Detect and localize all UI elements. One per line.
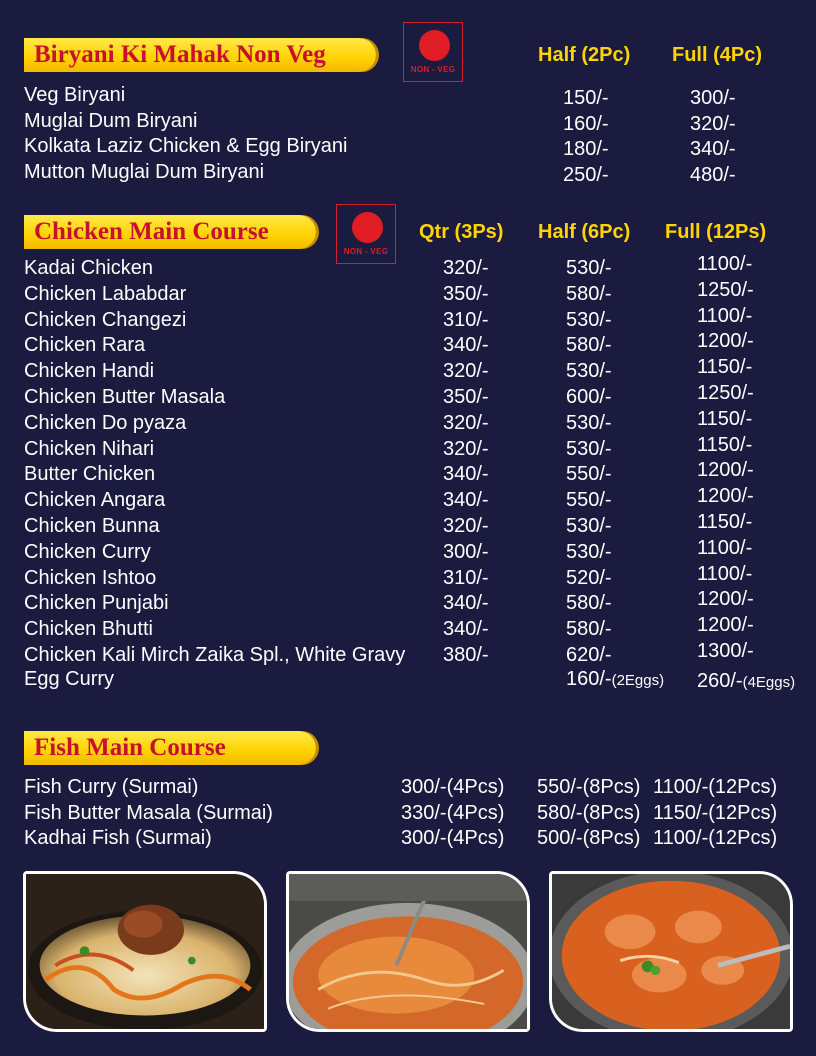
- half-price: 520/-: [566, 566, 612, 589]
- chicken-half-header: Half (6Pc): [538, 221, 631, 243]
- half-price: 550/-: [566, 489, 612, 512]
- half-price: 530/-: [566, 437, 612, 460]
- half-price: 550/-(8Pcs): [537, 776, 641, 798]
- curry-pot-photo: [286, 871, 530, 1032]
- full-price: 1100/-(12Pcs): [653, 776, 778, 798]
- butter-chicken-photo: [549, 871, 793, 1032]
- egg-half-note: (2Eggs): [611, 672, 665, 689]
- qtr-price: 340/-: [443, 618, 489, 641]
- list-item: Veg Biryani: [24, 84, 126, 106]
- half-price: 530/-: [566, 257, 612, 279]
- full-price: 480/-: [690, 163, 736, 186]
- qtr-price: 310/-: [443, 566, 489, 589]
- egg-half-price-value: 160/-: [566, 668, 612, 690]
- list-item: Kadhai Fish (Surmai): [24, 827, 212, 849]
- full-price: 1200/-: [697, 459, 754, 482]
- list-item: Kolkata Laziz Chicken & Egg Biryani: [24, 135, 348, 157]
- full-price: 1100/-: [697, 253, 753, 275]
- half-price: 600/-: [566, 386, 612, 408]
- non-veg-badge: [336, 204, 396, 264]
- list-item: Mutton Muglai Dum Biryani: [24, 160, 265, 183]
- full-price: 1200/-: [697, 614, 754, 637]
- full-price: 1100/-: [697, 304, 753, 327]
- half-price: 150/-: [563, 87, 609, 109]
- egg-curry-half-price: [566, 668, 664, 691]
- full-price: 1150/-: [697, 433, 753, 456]
- half-price: 580/-: [566, 282, 612, 305]
- list-item: Chicken Butter Masala: [24, 386, 226, 408]
- qtr-price: 310/-: [443, 308, 489, 331]
- list-item: Chicken Curry: [24, 540, 151, 563]
- biryani-photo: [23, 871, 267, 1032]
- egg-curry-full-price: [697, 670, 795, 693]
- list-item: Chicken Changezi: [24, 308, 187, 331]
- full-price: 1200/-: [697, 330, 754, 353]
- list-item: Muglai Dum Biryani: [24, 109, 198, 132]
- half-price: 530/-: [566, 411, 612, 434]
- qtr-price: 340/-: [443, 334, 489, 357]
- full-price: 320/-: [690, 112, 736, 135]
- fish-section-title: Fish Main Course: [24, 731, 316, 765]
- qtr-price: 340/-: [443, 592, 489, 615]
- qtr-price: 300/-(4Pcs): [401, 776, 505, 798]
- qtr-price: 340/-: [443, 463, 489, 486]
- qtr-price: 300/-(4Pcs): [401, 827, 505, 849]
- biryani-half-header: Half (2Pc): [538, 44, 631, 66]
- list-item: Chicken Bunna: [24, 515, 160, 537]
- full-price: 1150/-: [697, 356, 753, 379]
- full-price: 1250/-: [697, 278, 754, 301]
- chicken-section-title: Chicken Main Course: [24, 215, 316, 249]
- list-item: Chicken Bhutti: [24, 618, 153, 641]
- qtr-price: 320/-: [443, 360, 489, 383]
- qtr-price: 350/-: [443, 282, 489, 305]
- half-price: 500/-(8Pcs): [537, 827, 641, 849]
- half-price: 160/-: [563, 112, 609, 135]
- list-item: Chicken Handi: [24, 360, 155, 383]
- qtr-price: 380/-: [443, 644, 489, 666]
- list-item: Chicken Angara: [24, 489, 166, 512]
- qtr-price: 350/-: [443, 386, 489, 408]
- qtr-price: 300/-: [443, 540, 489, 563]
- full-price: 1100/-: [697, 562, 753, 585]
- biryani-section-title: Biryani Ki Mahak Non Veg: [24, 38, 376, 72]
- chicken-qtr-header: Qtr (3Ps): [419, 221, 504, 243]
- half-price: 530/-: [566, 308, 612, 331]
- list-item: Chicken Rara: [24, 334, 146, 357]
- list-item-egg-curry: Egg Curry: [24, 668, 115, 690]
- half-price: 530/-: [566, 515, 612, 537]
- full-price: 1100/-(12Pcs): [653, 827, 778, 849]
- half-price: 580/-: [566, 618, 612, 641]
- full-price: 1200/-: [697, 485, 754, 508]
- full-price: 1100/-: [697, 536, 753, 559]
- qtr-price: 340/-: [443, 489, 489, 512]
- list-item: Chicken Punjabi: [24, 592, 169, 615]
- full-price: 1150/-(12Pcs): [653, 801, 778, 824]
- list-item: Kadai Chicken: [24, 257, 153, 279]
- list-item: Chicken Do pyaza: [24, 411, 187, 434]
- half-price: 580/-: [566, 592, 612, 615]
- non-veg-dot-icon: [352, 212, 383, 243]
- list-item: Chicken Nihari: [24, 437, 155, 460]
- qtr-price: 320/-: [443, 515, 489, 537]
- full-price: 340/-: [690, 138, 736, 160]
- full-price: 1150/-: [697, 407, 753, 430]
- full-price: 1300/-: [697, 640, 754, 662]
- half-price: 550/-: [566, 463, 612, 486]
- non-veg-badge-label: NON - VEG: [410, 65, 456, 74]
- list-item: Chicken Lababdar: [24, 282, 187, 305]
- qtr-price: 320/-: [443, 257, 489, 279]
- half-price: 620/-: [566, 644, 612, 666]
- biryani-full-header: Full (4Pc): [672, 44, 763, 66]
- list-item: Fish Curry (Surmai): [24, 776, 199, 798]
- half-price: 530/-: [566, 540, 612, 563]
- half-price: 580/-(8Pcs): [537, 801, 641, 824]
- list-item: Fish Butter Masala (Surmai): [24, 801, 273, 824]
- full-price: 1150/-: [697, 511, 753, 533]
- qtr-price: 330/-(4Pcs): [401, 801, 505, 824]
- full-price: 1250/-: [697, 382, 754, 404]
- list-item: Chicken Kali Mirch Zaika Spl., White Gravy: [24, 644, 406, 666]
- chicken-full-header: Full (12Ps): [665, 221, 767, 243]
- list-item: Chicken Ishtoo: [24, 566, 157, 589]
- half-price: 530/-: [566, 360, 612, 383]
- non-veg-dot-icon: [419, 30, 450, 61]
- non-veg-badge-label: NON - VEG: [343, 247, 389, 256]
- egg-full-note: (4Eggs): [742, 674, 796, 691]
- list-item: Butter Chicken: [24, 463, 156, 486]
- half-price: 580/-: [566, 334, 612, 357]
- qtr-price: 320/-: [443, 437, 489, 460]
- full-price: 300/-: [690, 87, 736, 109]
- half-price: 180/-: [563, 138, 609, 160]
- half-price: 250/-: [563, 163, 609, 186]
- qtr-price: 320/-: [443, 411, 489, 434]
- non-veg-badge: [403, 22, 463, 82]
- full-price: 1200/-: [697, 588, 754, 611]
- egg-full-price-value: 260/-: [697, 670, 743, 692]
